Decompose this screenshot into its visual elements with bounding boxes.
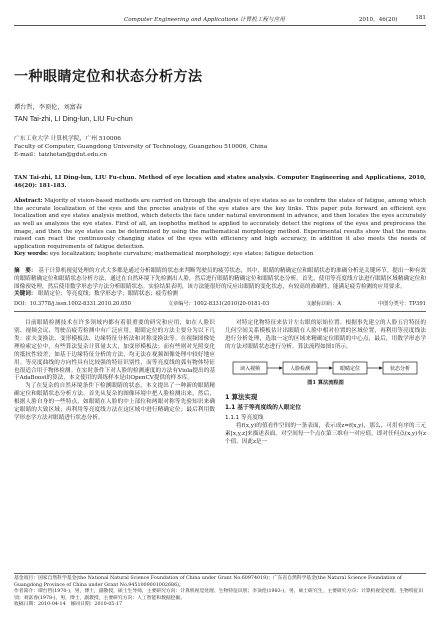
author-bio-note: 作者简介：谭台哲(1970-)，男，博士，副教授，硕士生导师，主要研究方向：计算机视觉处理、生物特征识别；李顶伦(1983-)，男，硕士研究生，主要研究方向：计算机视觉处理、生物特征识别；刘富春(1978-)，男，博士，副教授，主要研究方向：人工智能和数据挖掘。 [14,589,424,601]
keywords-chinese [14,291,426,299]
paper-title: 一种眼睛定位和状态分析方法 [14,69,203,85]
abstract-text: Majority of vision-based methods are carried on through the analysis of eye states so as to confirm the states of fatigue, among which the accurate localization of the eyes and the precise analysis of the eye states are the key links. This paper puts forward an efficient eye localization and eye states analysis method, which detects the face under natural environment in advance, and then locates the eyes accurately as well as analyzes the eye states. First of all, an isophoths method is applied to accurately detect the regions of the eyes and preprocess the image, and then the eye states can be determined by using the mathematical morphology method. Experimental results show that the means raised can react the continuously changing states of the eyes with efficiency and high accuracy, in addition it also meets the needs of application requirements of fatigue detection. [14,198,426,250]
received-date-note: 收稿日期：2010-04-14 修回日期：2010-05-17 [14,602,123,608]
authors-chinese: 谭台哲，李顶伦，刘富春 [14,104,83,111]
subsection-heading: 1.1 基于等亮度线的人眼定位 [225,404,302,411]
abstract-english [14,198,426,251]
running-header [14,8,426,26]
keywords-label: Key words: [14,251,49,258]
abstract-label: Abstract: [14,198,43,205]
figure-caption: 图1 算法流程图 [307,379,344,386]
journal-name: Computer Engineering and Applications 计算机工程与应用 [124,17,285,23]
funding-note: 基金项目：国家自然科学基金(the National Natural Science Foundation of China under Grant No.60974019)；广东省自然科学基金(the Natural Science Foundation of Guangdong Province of China under Grant No.9451009001002686)。 [14,576,402,588]
left-column [14,320,215,447]
flow-label: 读入视频 [239,365,260,372]
keywords-english [14,251,426,259]
abstract-chinese [14,268,426,291]
page-number: 181 [415,15,426,21]
affiliation-english: Faculty of Computer, Guangdong University of Technology, Guangzhou 510006, China [14,144,268,150]
affiliation-chinese: 广东工业大学 计算机学院，广州 510006 [14,136,121,142]
cn-keywords-label: 关键词： [14,291,37,298]
affiliation-block [14,135,426,159]
authors-english: TAN Tai-zhi, LI Ding-lun, LIU Fu-chun [14,114,133,123]
clc-number: 中图分类号：TP391 [377,301,426,308]
document-code: 文献标识码：A [306,301,341,308]
cn-abstract-text: 基于计算机视觉处理的方式大多都是通过分析眼睛的状态来判断驾驶员的疲劳状态，其中，眼睛的精确定位和眼睛状态的准确分析是关键环节。提出一种有效的眼睛精确定位和眼睛状态分析方法，通过在自然环境下先检测出人脸，然后进行眼睛的精确定位和眼睛状态分析。首先，使用等亮度线方法进行眼睛区域精确定位和图像预处理，然后使用数学形态学方法分析眼睛状态。实验结果表明，该方法能很好的反应出眼睛的变化状态，有较高的准确性，能满足疲劳检测的应用要求。 [14,267,426,290]
cn-keywords-text: 眼睛定位；等亮度线；数学形态学；眼睛状态；疲劳检测 [38,291,179,298]
citation-text: TAN Tai-zhi, LI Ding-lun, LIU Fu-chun. Method of eye location and states analysis. Computer Engineering and Applications, 2010, 46(20): 181-183. [14,175,426,189]
body-paragraph: 将f(x,y)的值看作空间的一条表面，表示成z=f(x,y)，那么，可用有序的三元素[x,y,z]来描述表面。对空间每一个点在第三维有一对应值，即对任何点(x,y)有z个值，因此z是一 [225,423,426,446]
article-number: 文章编号：1002-8331(2010)20-0181-03 [167,301,270,308]
figure-1 [225,358,426,388]
flow-label: 人脸检测 [289,365,310,372]
classification-line [14,301,426,312]
section-heading: 1 算法实现 [225,392,258,401]
keywords-text: eye localization; isophote curvature; mathematical morphology; eye states; fatigue detection [49,251,314,258]
flowchart-diagram [231,358,421,378]
body-paragraph: 为了在复杂的自然环境条件下检测眼睛的状态，本文提出了一种新的眼睛精确定位和眼睛状态分析方法。首先从复杂的图像环境中把人脸检测出来，然后，根据人脸自身的一些特点，如眼睛在人脸的中上部位和两眼对称等先验知识来确定眼睛的大致区域；再利用等亮度线方法在这区域中进行精确定位；最后利用数学形态学方法对眼睛进行状态分析。 [14,383,215,421]
body-paragraph: 目前眼睛检测技术在许多领域内都有着很重要的研究和应用，如在人脸识别、视频会议、驾驶员疲劳检测中有广泛应用。眼睛定位的方法主要分为以下几类：霍夫变换法、变形模板法、边缘特征分析法和对称变换法等。在视频图像处理检索定位中，有些算法复杂计算量太大，加变形模板法；而有些则对光照变化的抵抗性较差，如基于边缘特征分析的方法，均无法在视频图像处理中较好地应用。等亮度曲线的方向性具有比较强的特征识别性，而等亮度线的弧有物体特征也很适合用于物体检测。在实时条件下对人脸的检测速度的方法有Viola提出的基于AdaBoost的算法，本文使用的训练样本是由OpenCV提供的样本库。 [14,320,215,382]
body-columns [14,320,426,447]
doi: DOI：10.3778/j.issn.1002-8331.2010.20.050 [14,301,131,308]
issue-info: 2010，46(20) [358,17,398,23]
flow-label: 状态分析 [389,365,410,372]
cn-abstract-label: 摘 要： [14,267,37,274]
flow-label: 眼睛定位 [339,365,360,372]
right-column [225,320,426,447]
author-email: E-mail：taizhetan@gdut.edu.cn [14,152,107,158]
citation-english [14,175,426,190]
footnote-block [14,573,426,609]
body-paragraph: 对特定化物特征来估计左右眼的原始位置。根据事先建立的人脸五官特征的几何空间关系模板估计出眼睛在人脸中相对位置的区域位置，再利用等亮度线法进行分析处理，选取一定的区域来精确定位眼睛的中心点，最后，用数学形态学的方法对眼睛状态进行分析。算法流程如图1所示。 [225,320,426,350]
subsubsection-heading: 1.1.1 等亮度线 [225,415,264,422]
